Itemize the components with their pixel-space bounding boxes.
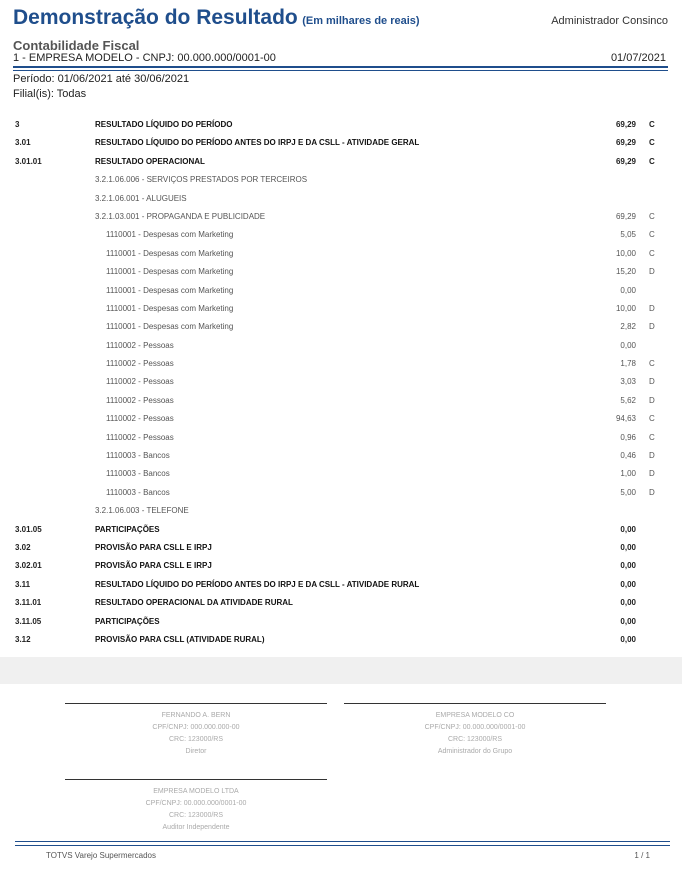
signature-block-1: [65, 703, 327, 758]
row-value: 3,03: [620, 377, 636, 387]
row-debit-credit: C: [649, 156, 655, 166]
row-code: 3: [15, 120, 20, 129]
page-number: 1 / 1: [634, 851, 650, 860]
row-value: 10,00: [615, 303, 636, 313]
row-code: 3.11: [15, 579, 31, 589]
row-debit-credit: D: [649, 395, 655, 405]
signature-crc: CRC: 123000/RS: [168, 812, 224, 819]
footer-divider-thin: [15, 845, 670, 846]
row-description: PARTICIPAÇÕES: [95, 524, 160, 534]
report-branch: Filial(is): Todas: [13, 88, 87, 100]
row-value: 0,00: [620, 340, 636, 350]
table-row: [0, 429, 682, 447]
row-description: RESULTADO LÍQUIDO DO PERÍODO: [95, 120, 233, 129]
row-description: 1110002 - Pessoas: [106, 414, 174, 424]
row-value: 5,05: [620, 230, 636, 240]
row-debit-credit: C: [649, 138, 655, 148]
signature-document: CPF/CNPJ: 00.000.000/0001-00: [145, 800, 247, 807]
table-row: [0, 576, 682, 594]
report-subtitle: Contabilidade Fiscal: [13, 38, 140, 53]
report-period: Período: 01/06/2021 até 30/06/2021: [13, 73, 190, 85]
table-row: [0, 245, 682, 263]
row-debit-credit: D: [649, 487, 655, 497]
row-code: 3.01: [15, 138, 31, 148]
row-debit-credit: C: [649, 120, 655, 129]
row-debit-credit: C: [649, 230, 655, 240]
row-code: 3.01.05: [15, 524, 42, 534]
signature-line: [65, 703, 327, 704]
row-code: 3.02: [15, 542, 31, 552]
row-value: 69,29: [615, 156, 636, 166]
row-value: 0,00: [620, 579, 636, 589]
signature-line: [344, 703, 606, 704]
row-value: 1,00: [620, 469, 636, 479]
row-debit-credit: C: [649, 359, 655, 369]
signature-role: Diretor: [185, 748, 207, 755]
signature-name: EMPRESA MODELO LTDA: [153, 788, 239, 795]
row-description: 3.2.1.06.003 - TELEFONE: [95, 506, 189, 516]
row-value: 0,00: [620, 542, 636, 552]
title-note: (Em milhares de reais): [302, 15, 420, 27]
table-row: [0, 226, 682, 244]
row-debit-credit: C: [649, 414, 655, 424]
signature-block-2: [344, 703, 606, 758]
table-row: [0, 447, 682, 465]
table-row: [0, 539, 682, 557]
table-row: [0, 282, 682, 300]
table-row: [0, 392, 682, 410]
row-value: 5,62: [620, 395, 636, 405]
row-description: RESULTADO OPERACIONAL DA ATIVIDADE RURAL: [95, 598, 293, 608]
table-row: [0, 134, 682, 152]
row-debit-credit: D: [649, 322, 655, 332]
row-value: 10,00: [615, 248, 636, 258]
table-row: [0, 410, 682, 428]
table-row: [0, 263, 682, 281]
table-row: [0, 594, 682, 612]
table-row: [0, 337, 682, 355]
signature-block-3: [65, 779, 327, 834]
row-debit-credit: C: [649, 211, 655, 221]
row-debit-credit: C: [649, 432, 655, 442]
table-row: [0, 171, 682, 189]
row-description: 1110003 - Bancos: [106, 469, 170, 479]
table-row: [0, 465, 682, 483]
row-description: 1110002 - Pessoas: [106, 377, 174, 387]
row-description: PARTICIPAÇÕES: [95, 616, 160, 626]
footer-divider: [15, 841, 670, 842]
header-divider-thin: [13, 70, 668, 71]
row-value: 69,29: [615, 120, 636, 129]
row-value: 0,00: [620, 524, 636, 534]
row-value: 0,00: [620, 285, 636, 295]
table-row: [0, 190, 682, 208]
row-description: 3.2.1.06.006 - SERVIÇOS PRESTADOS POR TERCEIROS: [95, 175, 308, 185]
row-value: 1,78: [620, 359, 636, 369]
row-description: RESULTADO LÍQUIDO DO PERÍODO ANTES DO IRPJ E DA CSLL - ATIVIDADE RURAL: [95, 579, 420, 589]
row-description: 3.2.1.03.001 - PROPAGANDA E PUBLICIDADE: [95, 211, 266, 221]
row-value: 15,20: [615, 267, 636, 277]
row-debit-credit: C: [649, 248, 655, 258]
row-description: 1110001 - Despesas com Marketing: [106, 248, 234, 258]
signature-crc: CRC: 123000/RS: [447, 736, 503, 743]
row-value: 94,63: [615, 414, 636, 424]
footer-product: TOTVS Varejo Supermercados: [46, 851, 156, 860]
row-code: 3.11.05: [15, 616, 42, 626]
user-name: Administrador Consinco: [551, 15, 668, 27]
row-code: 3.11.01: [15, 598, 42, 608]
result-table: [0, 116, 682, 649]
header-divider: [13, 66, 668, 68]
row-debit-credit: D: [649, 267, 655, 277]
row-value: 0,00: [620, 561, 636, 571]
row-value: 69,29: [615, 211, 636, 221]
row-debit-credit: D: [649, 469, 655, 479]
row-debit-credit: D: [649, 303, 655, 313]
page-separator: [0, 657, 682, 684]
row-code: 3.01.01: [15, 156, 42, 166]
table-row: [0, 631, 682, 649]
table-row: [0, 502, 682, 520]
title-text: Demonstração do Resultado: [13, 6, 298, 29]
row-description: PROVISÃO PARA CSLL E IRPJ: [95, 542, 212, 552]
table-row: [0, 613, 682, 631]
table-row: [0, 373, 682, 391]
signature-document: CPF/CNPJ: 00.000.000/0001-00: [424, 724, 526, 731]
row-description: 1110001 - Despesas com Marketing: [106, 230, 234, 240]
row-value: 0,00: [620, 616, 636, 626]
row-debit-credit: D: [649, 451, 655, 461]
signature-line: [65, 779, 327, 780]
table-row: [0, 318, 682, 336]
signature-document: CPF/CNPJ: 000.000.000-00: [152, 724, 240, 731]
table-row: [0, 153, 682, 171]
signature-role: Administrador do Grupo: [437, 748, 513, 755]
row-description: 1110002 - Pessoas: [106, 359, 174, 369]
table-row: [0, 116, 682, 134]
row-description: 1110002 - Pessoas: [106, 340, 174, 350]
row-description: 3.2.1.06.001 - ALUGUEIS: [95, 193, 187, 203]
row-description: RESULTADO LÍQUIDO DO PERÍODO ANTES DO IRPJ E DA CSLL - ATIVIDADE GERAL: [95, 138, 420, 148]
row-description: PROVISÃO PARA CSLL E IRPJ: [95, 561, 212, 571]
row-description: 1110001 - Despesas com Marketing: [106, 267, 234, 277]
row-value: 0,46: [620, 451, 636, 461]
report-title: [13, 6, 420, 30]
table-row: [0, 355, 682, 373]
signature-crc: CRC: 123000/RS: [168, 736, 224, 743]
row-description: 1110003 - Bancos: [106, 487, 170, 497]
signature-role: Auditor Independente: [162, 824, 230, 831]
table-row: [0, 521, 682, 539]
row-value: 0,00: [620, 598, 636, 608]
row-description: 1110002 - Pessoas: [106, 432, 174, 442]
row-code: 3.12: [15, 634, 31, 644]
signature-name: FERNANDO A. BERN: [161, 712, 231, 719]
row-code: 3.02.01: [15, 561, 42, 571]
row-description: 1110003 - Bancos: [106, 451, 170, 461]
row-description: 1110002 - Pessoas: [106, 395, 174, 405]
row-description: 1110001 - Despesas com Marketing: [106, 322, 234, 332]
row-description: PROVISÃO PARA CSLL (ATIVIDADE RURAL): [95, 634, 265, 644]
row-value: 69,29: [615, 138, 636, 148]
report-date: 01/07/2021: [610, 52, 666, 64]
row-description: RESULTADO OPERACIONAL: [95, 156, 205, 166]
row-value: 2,82: [620, 322, 636, 332]
table-row: [0, 484, 682, 502]
row-value: 5,00: [620, 487, 636, 497]
table-row: [0, 300, 682, 318]
row-description: 1110001 - Despesas com Marketing: [106, 303, 234, 313]
table-row: [0, 557, 682, 575]
company-info: 1 - EMPRESA MODELO - CNPJ: 00.000.000/0001-00: [13, 52, 276, 64]
signature-name: EMPRESA MODELO CO: [435, 712, 515, 719]
row-debit-credit: D: [649, 377, 655, 387]
row-value: 0,00: [620, 634, 636, 644]
table-row: [0, 208, 682, 226]
row-value: 0,96: [620, 432, 636, 442]
row-description: 1110001 - Despesas com Marketing: [106, 285, 234, 295]
